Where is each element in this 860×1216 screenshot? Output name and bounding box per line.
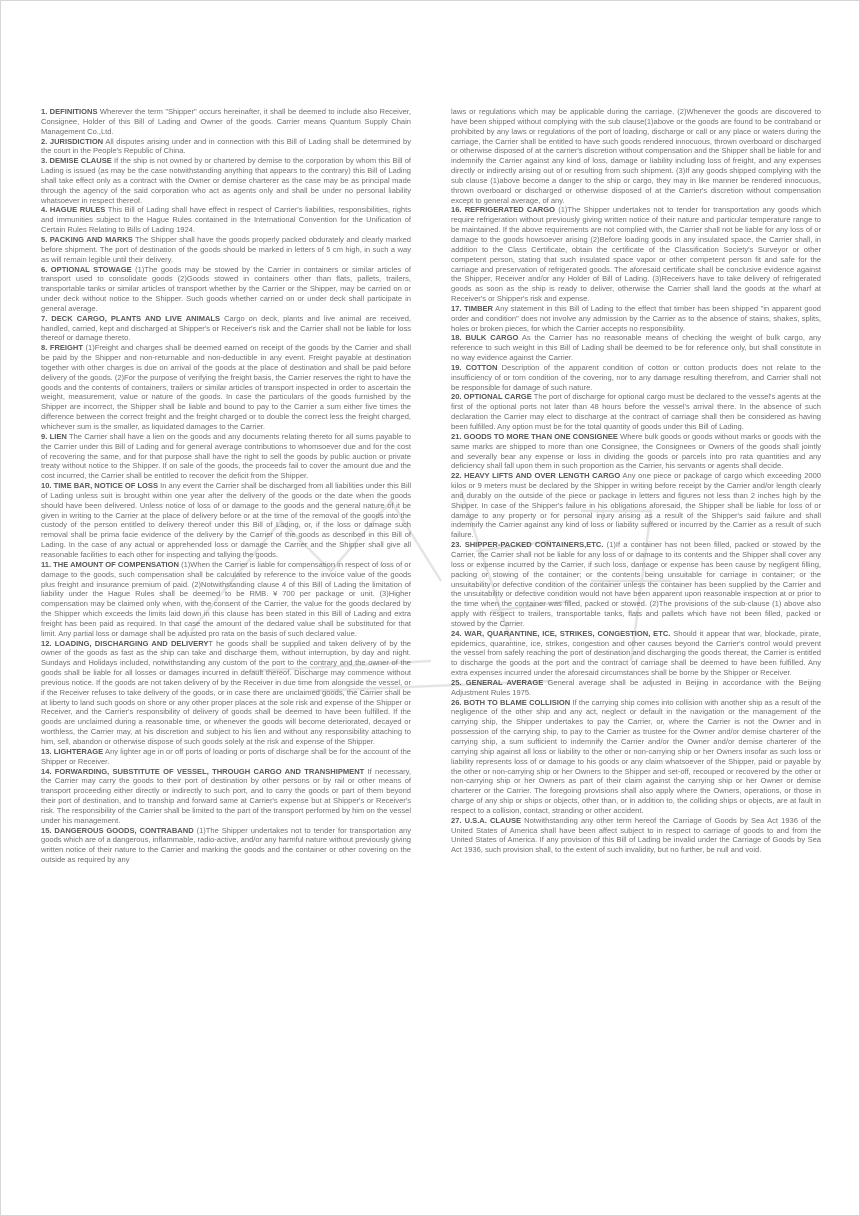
clause-term: 1. DEFINITIONS: [41, 107, 98, 116]
clause-text: As the Carrier has no reasonable means of checking the weight of bulk cargo, any reference to such weight in this Bill of Lading shall be deemed to be for reference only, but shall constitute in no way evidence against the Carrier.: [451, 333, 821, 363]
clause-text: laws or regulations which may be applicable during the carriage. (2)Whenever the goods are discovered to have been shipped without complying with the sub clause(1)above or the goods are found to be contraband or prohibited by any laws or regulations of the port of loading, discharge or call or any place or waters during the carriage, the Carrier shall be entitled to have such goods rendered innocuous, thrown overboard or discharged or otherwise disposed of at the carrier's discretion without compensation and the Shipper shall be liable for and indemnify the Carrier against any kind of loss, damage or liability including loss of freight, and any expenses directly or indirectly arising out of or resulting from such shipment. (3)If any goods shipped complying with the sub clause (1)above become a danger to the ship or cargo, they may in like manner be rendered innocuous, thrown overboard or discharged or otherwise disposed of at the Carrier's discretion without compensation except to general average, of any.: [451, 107, 821, 205]
clause-text: Wherever the term "Shipper" occurs hereinafter, it shall be deemed to include also Receiver, Consignee, Holder of this Bill of Lading and Owner of the goods. Carrier means Quantum Supply Chain Management Co.,Ltd.: [41, 107, 411, 136]
clause-term: 25. GENERAL AVERAGE: [451, 677, 544, 687]
clause-text: The Carrier shall have a lien on the goods and any documents relating thereto for all sums payable to the Carrier under this Bill of Lading and for general average contributions to whomsoever due and for the cost of recovering the same, and for that purpose shall have the right to sell the goods by public auction or private treaty without notice to the Shipper. If on sale of the goods, the proceeds fail to cover the amount due and the cost incurred, the Carrier shall be entitled to recover the deficit from the Shipper.: [41, 431, 411, 481]
left-column: [41, 107, 411, 865]
clause-term: 16. REFRIGERATED CARGO: [451, 205, 555, 215]
clause-text: Description of the apparent condition of cotton or cotton products does not relate to the insufficiency of or torn condition of the covering, nor to any damage resulting therefrom, and Carrier shall not be responsible for damage of such nature.: [451, 362, 822, 392]
clause: [451, 363, 821, 393]
clause: [41, 235, 411, 265]
clause: [451, 304, 821, 334]
clause-text: Any statement in this Bill of Lading to the effect that timber has been shipped "in apparent good order and condition" does not involve any admission by the Carrier as to the absence of stains, shakes, splits, holes or broken pieces, for which the Carrier accepts no responsibility.: [451, 303, 821, 333]
clause: [41, 432, 411, 481]
clause-term: 8. FREIGHT: [41, 343, 83, 353]
clause-term: 14. FORWARDING, SUBSTITUTE OF VESSEL, THROUGH CARGO AND TRANSHIPMENT: [41, 766, 365, 776]
clause: [41, 156, 411, 205]
clause-text: If necessary, the Carrier may carry the goods to their port of destination by other persons or by rail or other means of transport proceeding either directly or indirectly to such port, and to carry the goods or part of them beyond their port of destination, and to tranship and forward same at Carrier's expense but at Shipper's or Receiver's risk. The responsibility of the Carrier shall be limited to the part of the transport performed by him on the vessel under his management.: [41, 766, 411, 825]
clause: [41, 560, 411, 639]
clause-text: If the carrying ship comes into collision with another ship as a result of the negligence of the other ship and any act, neglect or default in the navigation or the management of the carrying ship, the Shipper undertakes to pay the Carrier, or, where the Carrier is not the Owner and in possession of the carrying ship, to pay to the Carrier as trustee for the Owner and/or demise charterer of the carrying ship, a sum sufficient to indemnify the Carrier and/or the Owner and/or demise charterer of the carrying ship against all loss or liability to the other or non-carrying ship or her Owners insofar as such loss or liability represents loss of or damage to his goods or any claim whatsoever of the Shipper, paid or payable by the other or non-carrying ship or her Owners to the Shipper and set-off, recouped or recovered by the other or non-carrying ship or her Owners as part of their claim against the carrying ship or her Owner or demise charterer or the Carrier. The foregoing provisions shall also apply where the Owners, operations, or those in charge of any ship or ships or objects, other than, or in addition to, the colliding ships or objects, are at fault in respect to a collision, contact, stranding or other accident.: [451, 697, 821, 815]
clause: [451, 698, 821, 816]
clause: [41, 767, 411, 826]
clause-text: (1)If a container has not been filled, packed or stowed by the Carrier, the Carrier shall not be liable for any loss of or damage to its contents and the Shipper shall cover any loss or expense incurred by the Carrier, if such loss, damage or expense has been cause by negligent filling, packing or stowing of the container; or the contents being unsuitable for carriage in container; or the unsuitability or defective condition of the container unless the container has been supplied by the Carrier and the unsuitability or defective condition would not have been apparent upon reasonable inspection at or prior to the time when the container was filled, packed or stowed. (2)The provisions of the sub-clause (1) above also apply with respect to trailers, transportable tanks, flats and pallets which have not been filled, packed or stowed by the Carrier.: [451, 540, 821, 628]
clause-term: 20. OPTIONAL CARGE: [451, 392, 532, 402]
clause-text: (1)The Shipper undertakes not to tender for transportation any goods which are of a dangerous, inflammable, radio-active, and/or any harmful nature without previously giving written notice of their nature to the Carrier and marking the goods and the container or other covering on the outside as required by any: [41, 825, 412, 865]
clause-text: The port of discharge for optional cargo must be declared to the vessel's agents at the first of the optional ports not later than 48 hours before the vessel's arrival there. In the absence of such declaration the Carrier may elect to discharge at the contract of carriage shall then be considered as having been fulfilled. Any option must be for the total quantity of goods under this Bill of Lading.: [451, 392, 822, 431]
clause-text: All disputes arising under and in connection with this Bill of Lading shall be determined by the court in the People's Republic of China.: [41, 136, 411, 156]
clause-text: T he goods shall be supplied and taken delivery of by the owner of the goods as fast as the ship can take and discharge them, without interruption, by day and night. Sundays and Holidays included, notwithstanding any custom of the port to the contrary and the owner of the goods shall be liable for all losses or damages incurred in default thereof. Discharge may commence without previous notice. If the goods are not taken delivery of by the Receiver in due time from alongside the vessel, or if the Receiver refuses to take delivery of the goods, or in case there are unclaimed goods, the Carrier shall be at liberty to land such goods on shore or any other proper places at the sole risk and expense of the Shipper or Receiver, and the Carrier's responsibility of delivery of goods shall be deemed to have been fulfilled. If the goods are unclaimed during a reasonable time, or whenever the goods will become deteriorated, decayed or worthless, the Carrier may, at his discretion and subject to his lien and without any responsibility attaching to him, sell, abandon or otherwise dispose of such goods solely at the risk and expense of the Shipper.: [41, 638, 411, 746]
clause-term: 13. LIGHTERAGE: [41, 746, 104, 756]
clause-text: If the ship is not owned by or chartered by demise to the corporation by whom this Bill of Lading is issued (as may be the case notwithstanding anything that appears to the contrary) this Bill of Lading shall take effect only as a contract with the Owner or demise charterer as the case may be as principal made through the agency of the said corporation who act as agents only and shall be under no personal liability whatsoever in respect thereof.: [41, 156, 411, 205]
clause-term: 27. U.S.A. CLAUSE: [451, 815, 522, 825]
clause-text: (1)When the Carrier is liable for compensation in respect of loss of or damage to the goods, such compensation shall be calculated by reference to the invoice value of the goods plus freight and insurance premium of paid. (2)Notwithstanding clause 4 of this Bill of Lading the limitation of liability under the Hague Rules shall be deemed to be RMB. ¥ 700 per package or unit. (3)Higher compensation may be claimed only when, with the consent of the Carrier, the value for the goods declared by the Shipper which exceeds the limits laid down in this clause has been stated in this Bill of Lading and extra freight has been paid as required. In that case the amount of the dedared value shall be substituted for that limit. Any partial loss or damage shall be adjusted pro rata on the basis of such declared value.: [41, 559, 411, 638]
clause: [451, 629, 821, 678]
clause: [451, 816, 821, 855]
clause: [41, 205, 411, 235]
clause: [451, 333, 821, 363]
clause-term: 15. DANGEROUS GOODS, CONTRABAND: [41, 825, 194, 835]
clause-term: 10. TIME BAR, NOTICE OF LOSS: [41, 481, 159, 491]
clause-term: 23. SHIPPER-PACKED CONTAINERS,ETC.: [451, 540, 604, 550]
clause-term: 22. HEAVY LIFTS AND OVER LENGTH CARGO: [451, 471, 621, 481]
clause: [41, 137, 411, 157]
clause: [41, 639, 411, 747]
clause-term: 5. PACKING AND MARKS: [41, 234, 133, 244]
clause-term: 18. BULK CARGO: [451, 333, 519, 343]
clause: [41, 314, 411, 344]
clause-term: 9. LIEN: [41, 431, 67, 441]
clause-text: (1)The goods may be stowed by the Carrier in containers or similar articles of transport used to consolidate goods (2)Goods stowed in containers other than flats, pallets, trailers, transportable tanks or similar articles of transport whether by the Carrier or the Shipper, may be carried on or under deck without notice to the Shipper. Such goods whether carried on or under deck shall participate in general average.: [41, 264, 411, 313]
clause: [451, 392, 821, 431]
clause-text: (1)The Shipper undertakes not to tender for transportation any goods which require refrigeration without previously giving written notice of their nature and particular temperature range to be maintained. If the above requirements are not complied with, the Carrier shall not be liable for any loss of or damage to the goods howsoever arising (2)Before loading goods in any insulated space, the Carrier shall, in addition to the Class Certificate, obtain the certificate of the Classification Society's Surveyor or other competent person, stating that such insulated space vapor or other competent person fit and safe for the carriage and preservation of refrigerated goods. The aforesaid certificate shall be conclusive evidence against the Shipper, Receiver and/or any Holder of Bill of Lading. (3)Receivers have to take delivery of refrigerated goods as soon as the ship is ready to deliver, otherwise the Carrier shall land the goods at the wharf at Receiver's or Shipper's risk and expense.: [451, 205, 821, 304]
clause-term: 2. JURISDICTION: [41, 136, 104, 146]
clause: [41, 747, 411, 767]
clause: [451, 432, 821, 471]
clause-text: Cargo on deck, plants and live animal are received, handled, carried, kept and discharged at Shipper's or Receiver's risk and the Carrier shall not be liable for loss thereof or damage thereto.: [41, 313, 411, 343]
clause-term: 6. OPTIONAL STOWAGE: [41, 264, 132, 274]
clause: [41, 265, 411, 314]
clause-text: Any lighter age in or off ports of loading or ports of discharge shall be for the account of the Shipper or Receiver.: [41, 746, 411, 766]
clause-text: Where bulk goods or goods without marks or goods with the same marks are shipped to more than one Consignee, the Consignees or Owners of the goods shall jointly and severally bear any expense or loss in dividing the goods or parcels into pro rata quantities and any deficiency shall fall upon them in such proportion as the Carrier, his servants or agents shall decide.: [451, 431, 821, 471]
clause: [41, 343, 411, 432]
clause-term: 12. LOADING, DISCHARGING AND DELIVERY: [41, 638, 209, 648]
clause-text: This Bill of Lading shall have effect in respect of Carrier's liabilities, responsibilities, rights and immunities subject to the Hague Rules contained in the International Convention for the Unification of Certain Rules Relating to Bills of Lading 1924.: [41, 205, 411, 235]
clause-text: (1)Freight and charges shall be deemed earned on receipt of the goods by the Carrier and shall be paid by the Shipper and non-returnable and non-deductible in any event. Freight payable at destination together with other charges is due on arrival of the goods at the place of destination and shall be paid before delivery of the goods. (2)For the purpose of verifying the freight basis, the Carrier reserves the right to have the goods and the contents of containers, trailers or similar articles of transport inspected in order to ascertain the weight, measurement, value or nature of the goods. In case the particulars of the goods furnished by the Shipper are incorrect, the Shipper shall be liable and bound to pay to the Carrier a sum either five times the difference between the correct freight and the freight charged or to double the correct less the freight charged, whichever sum is the smaller, as liquidated damages to the Carrier.: [41, 343, 412, 431]
clause-text: Should it appear that war, blockade, pirate, epidemics, quarantine, ice, strikes, congestion and other causes beyond the Carrier's control would prevent the vessel from safely reaching the port of destination and discharging the goods thereat, the Carrier is entitled to discharge the goods at the port and the contract of carriage shall be deemed to have been fulfilled. Any extra expenses incurred under the aforesaid circumstances shall be borne by the Shipper or Receiver.: [451, 628, 821, 678]
clause-text: General average shall be adjusted in Beijing in accordance with the Beijing Adjustment Rules 1975.: [451, 677, 821, 697]
clause-continuation: [451, 107, 821, 205]
clause-text: In any event the Carrier shall be discharged from all liabilities under this Bill of Lading unless suit is brought within one year after the delivery of the goods or the date when the goods should have been delivered. Unless notice of loss of or damage to the goods and the general nature of it be given in writing to the Carrier at the place of delivery before or at the time of the removal of the goods into the custody of the person entitled to delivery thereof under this Bill of Lading, or, if the loss or damage such removal shall be prima facie evidence of the delivery by the Carrier of the goods as described in this Bill of Lading. In the case of any actual or apprehended loss or damage the Carrier and the Shipper shall give all reasonable facilities to each other for inspecting and tallying the goods.: [41, 481, 411, 559]
clause-term: 24. WAR, QUARANTINE, ICE, STRIKES, CONGESTION, ETC.: [451, 628, 671, 638]
clause: [451, 678, 821, 698]
clause: [451, 540, 821, 629]
clause-term: 4. HAGUE RULES: [41, 205, 106, 215]
clause-term: 11. THE AMOUNT OF COMPENSATION: [41, 559, 179, 569]
clause-term: 7. DECK CARGO, PLANTS AND LIVE ANIMALS: [41, 313, 221, 323]
clause: [41, 481, 411, 560]
clause: [451, 205, 821, 303]
right-column: [451, 107, 821, 855]
clause: [41, 107, 411, 137]
clause-term: 19. COTTON: [451, 362, 498, 372]
clause: [41, 826, 411, 865]
clause-term: 17. TIMBER: [451, 303, 493, 313]
clause-term: 26. BOTH TO BLAME COLLISION: [451, 697, 571, 707]
clause-text: Notwithstanding any other term hereof the Carriage of Goods by Sea Act 1936 of the United States of America shall have been affect subject to in respect to carriage of goods to and from the United States of America. If any provision of this Bill of Lading be invalid under the Carriage of Goods by Sea Act 1936, such provision shall, to the extent of such invalidity, but no further, be null and void.: [451, 815, 822, 855]
clause-term: 21. GOODS TO MORE THAN ONE CONSIGNEE: [451, 431, 618, 441]
clause-text: Any one piece or package of cargo which exceeding 2000 kilos or 9 meters must be declared by the Shipper in writing before receipt by the Carrier and/or length clearly and durably on the outside of the piece or package in letters and figures not less than 2 inches high by the Shipper. In case of the Shipper's failure in his obligations aforesaid, the Shipper shall be liable for loss of or damage to any property or for personal injury arising as a result of the Shipper's said failure and shall indemnify the Carrier against any kind of loss or liability suffered or incurred by the Carrier as a result of such failure.: [451, 471, 821, 540]
clause-text: The Shipper shall have the goods properly packed obdurately and clearly marked before shipment. The port of destination of the goods should be marked in letters of 5 cm high, in such a way as will remain legible until their delivery.: [41, 234, 411, 264]
clause-term: 3. DEMISE CLAUSE: [41, 156, 112, 166]
clause: [451, 471, 821, 540]
